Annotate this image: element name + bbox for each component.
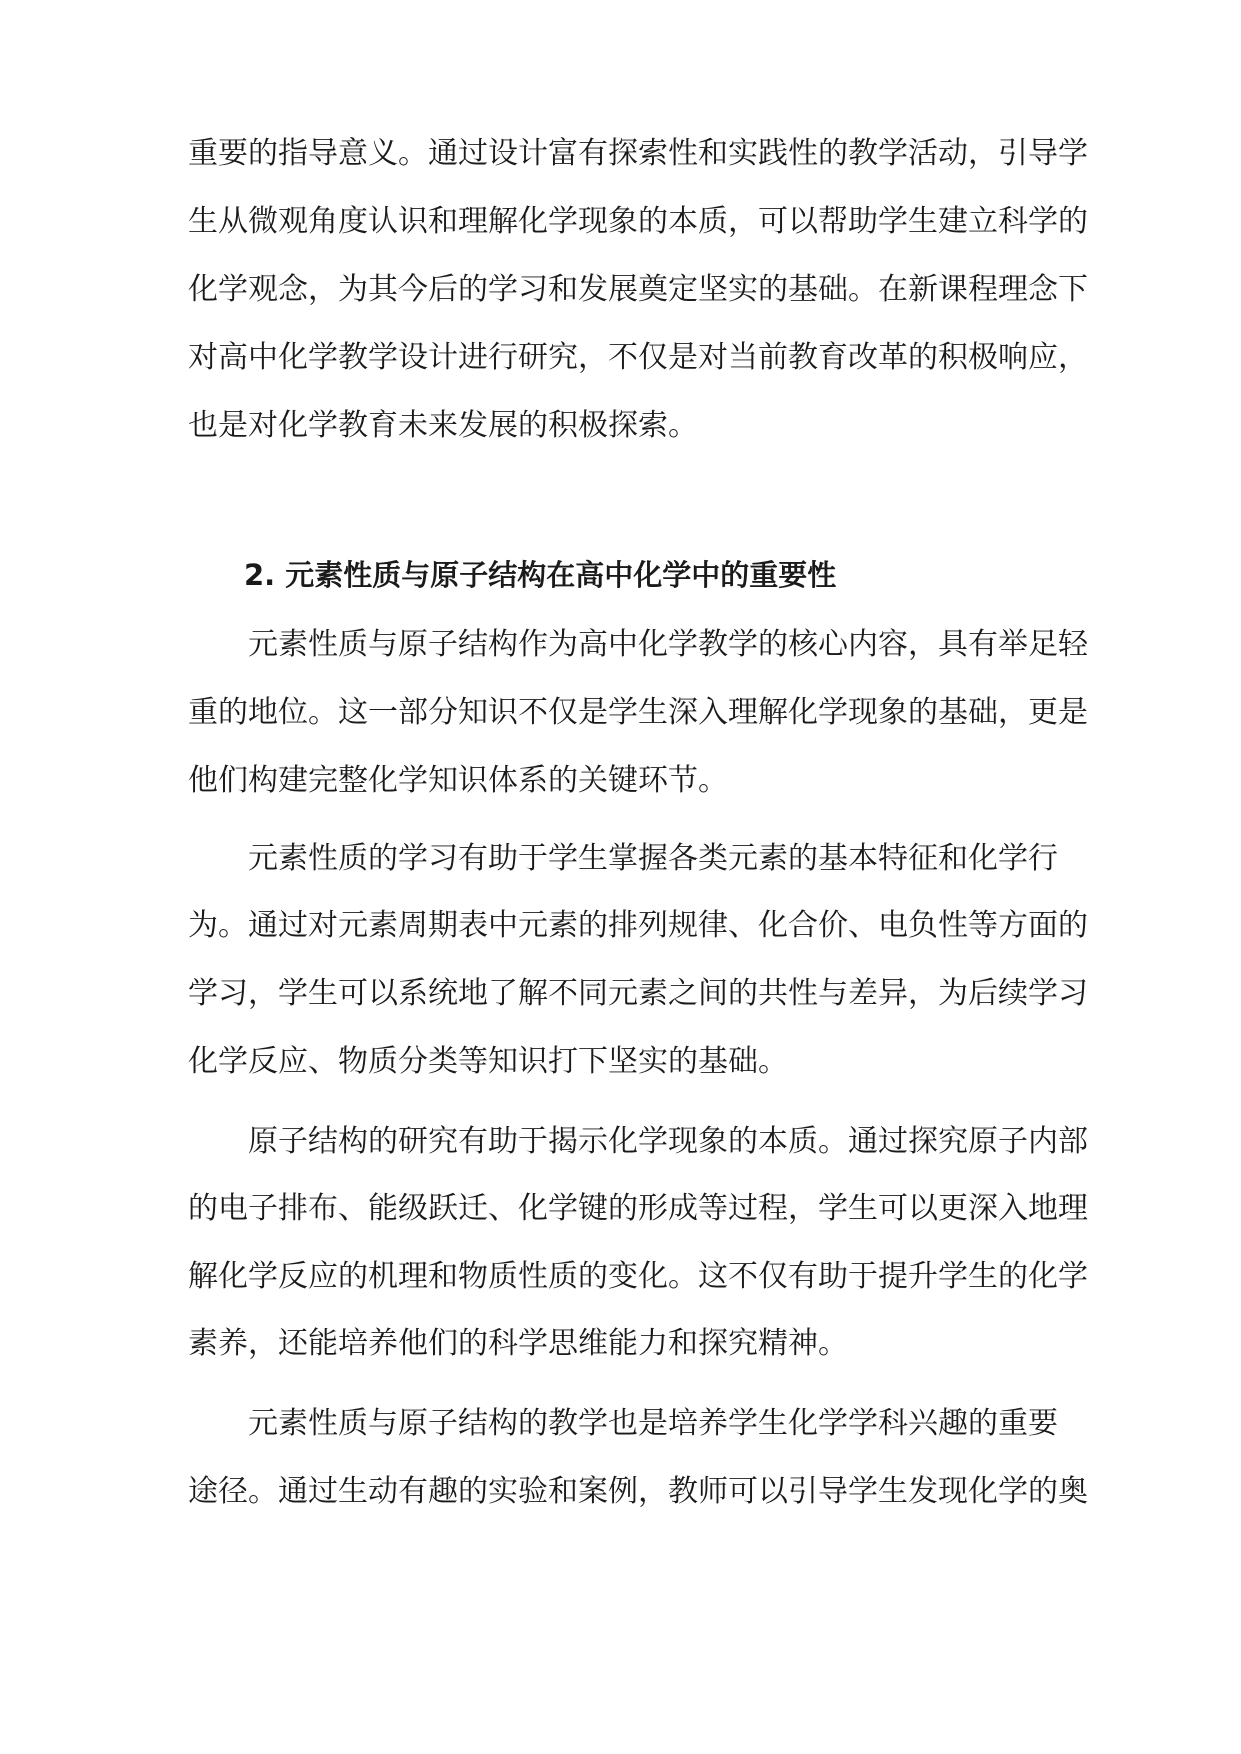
text-line: 重的地位。这一部分知识不仅是学生深入理解化学现象的基础，更是 — [188, 695, 1088, 730]
text-line: 解化学反应的机理和物质性质的变化。这不仅有助于提升学生的化学 — [188, 1259, 1088, 1294]
text-line: 对高中化学教学设计进行研究，不仅是对当前教育改革的积极响应， — [188, 340, 1088, 375]
text-line: 也是对化学教育未来发展的积极探索。 — [188, 408, 698, 443]
text-line: 他们构建完整化学知识体系的关键环节。 — [188, 763, 728, 798]
text-line: 重要的指导意义。通过设计富有探索性和实践性的教学活动，引导学 — [188, 136, 1088, 171]
text-line: 化学观念，为其今后的学习和发展奠定坚实的基础。在新课程理念下 — [188, 272, 1088, 307]
text-line: 原子结构的研究有助于揭示化学现象的本质。通过探究原子内部 — [248, 1124, 1088, 1159]
text-line: 元素性质与原子结构的教学也是培养学生化学学科兴趣的重要 — [248, 1406, 1058, 1441]
text-line: 元素性质与原子结构作为高中化学教学的核心内容，具有举足轻 — [248, 627, 1088, 662]
text-line: 生从微观角度认识和理解化学现象的本质，可以帮助学生建立科学的 — [188, 204, 1088, 239]
text-line: 途径。通过生动有趣的实验和案例，教师可以引导学生发现化学的奥 — [188, 1474, 1088, 1509]
text-line: 学习，学生可以系统地了解不同元素之间的共性与差异，为后续学习 — [188, 976, 1088, 1011]
text-line: 的电子排布、能级跃迁、化学键的形成等过程，学生可以更深入地理 — [188, 1191, 1088, 1226]
section-heading: 2. 元素性质与原子结构在高中化学中的重要性 — [244, 558, 837, 592]
text-line: 元素性质的学习有助于学生掌握各类元素的基本特征和化学行 — [248, 841, 1058, 876]
text-line: 素养，还能培养他们的科学思维能力和探究精神。 — [188, 1326, 848, 1361]
text-line: 为。通过对元素周期表中元素的排列规律、化合价、电负性等方面的 — [188, 908, 1088, 943]
text-line: 化学反应、物质分类等知识打下坚实的基础。 — [188, 1044, 788, 1079]
